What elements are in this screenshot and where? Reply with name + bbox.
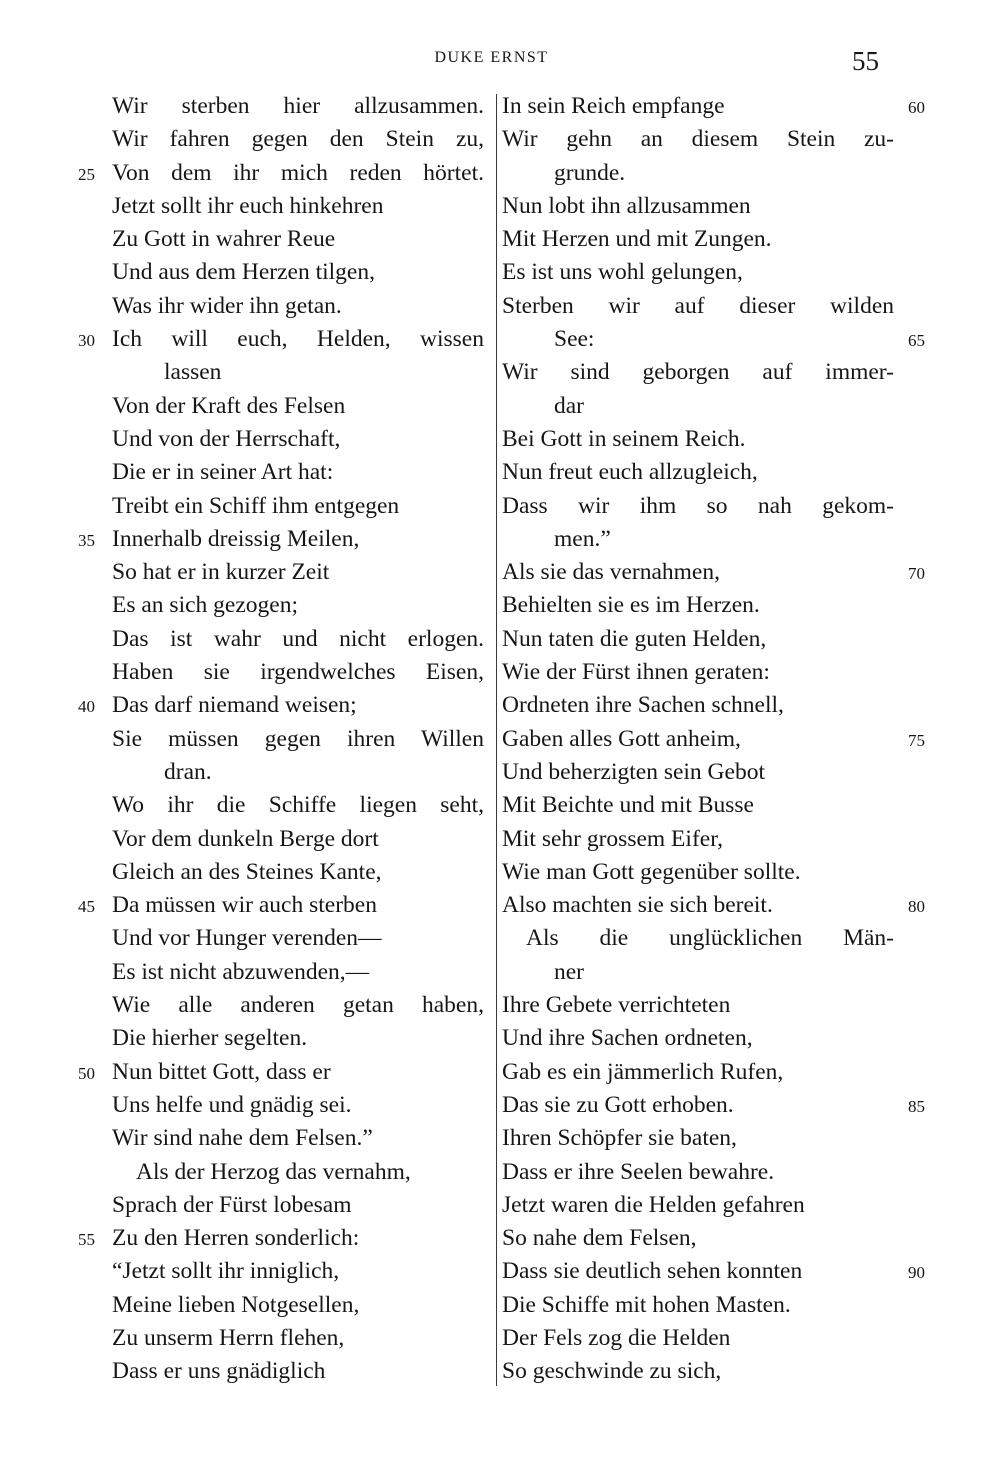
line-number: 60 <box>908 98 925 117</box>
verse-line <box>112 1189 484 1222</box>
verse-line <box>502 1322 894 1355</box>
verse-line <box>78 689 484 722</box>
line-number: 90 <box>908 1263 925 1283</box>
verse-line <box>502 157 894 190</box>
line-number: 40 <box>78 697 95 717</box>
verse-text: Mit Beichte und mit Busse <box>502 792 754 819</box>
verse-text: Dass sie deutlich sehen konnten <box>502 1258 803 1285</box>
verse-line <box>112 922 484 955</box>
verse-line <box>502 523 894 556</box>
verse-line <box>502 290 894 323</box>
verse-line <box>502 1156 894 1189</box>
verse-line <box>502 323 925 356</box>
verse-text: Nun bittet Gott, dass er <box>112 1058 331 1085</box>
page-number: 55 <box>852 46 879 76</box>
verse-line <box>502 823 894 856</box>
verse-text: dar <box>554 392 585 419</box>
verse-text: Die er in seiner Art hat: <box>112 459 334 486</box>
verse-line <box>112 823 484 856</box>
verse-text: Was ihr wider ihn getan. <box>112 292 342 319</box>
verse-line <box>112 1122 484 1155</box>
verse-line <box>78 523 484 556</box>
verse-text: So nahe dem Felsen, <box>502 1225 697 1252</box>
verse-text: Und vor Hunger verenden— <box>112 925 382 952</box>
verse-text: Und von der Herrschaft, <box>112 425 341 452</box>
verse-text: Das darf niemand weisen; <box>112 692 357 719</box>
verse-text: Mit sehr grossem Eifer, <box>502 825 723 852</box>
verse-line <box>112 1322 484 1355</box>
verse-line <box>112 789 484 822</box>
verse-line <box>502 1189 894 1222</box>
verse-line <box>502 589 894 622</box>
left-column <box>78 90 484 1389</box>
verse-line <box>502 989 894 1022</box>
verse-text: Die Schiffe mit hohen Masten. <box>502 1291 791 1318</box>
verse-line <box>112 390 484 423</box>
verse-text: Dass wir ihm so nah gekom- <box>502 492 894 519</box>
verse-text: Wo ihr die Schiffe liegen seht, <box>112 792 484 819</box>
verse-text: Wir sind nahe dem Felsen.” <box>112 1125 373 1152</box>
verse-line <box>112 1289 484 1322</box>
verse-line <box>502 1022 894 1055</box>
verse-text: Ihren Schöpfer sie baten, <box>502 1125 737 1152</box>
verse-text: Es an sich gezogen; <box>112 592 298 619</box>
verse-line <box>502 789 894 822</box>
verse-line <box>112 256 484 289</box>
verse-line <box>502 889 925 922</box>
line-number: 75 <box>908 730 925 750</box>
verse-line <box>112 956 484 989</box>
verse-line <box>502 490 894 523</box>
verse-text: Jetzt waren die Helden gefahren <box>502 1191 805 1218</box>
verse-text: Wie man Gott gegenüber sollte. <box>502 858 801 885</box>
verse-text: Gab es ein jämmerlich Rufen, <box>502 1058 784 1085</box>
verse-line <box>112 123 484 156</box>
verse-text: See: <box>554 326 595 353</box>
verse-text: Und beherzigten sein Gebot <box>502 758 765 785</box>
verse-text: Sie müssen gegen ihren Willen <box>112 725 484 752</box>
verse-text: Innerhalb dreissig Meilen, <box>112 525 360 552</box>
verse-text: Da müssen wir auch sterben <box>112 892 377 919</box>
verse-line <box>502 423 894 456</box>
verse-line <box>112 1355 484 1388</box>
line-number: 65 <box>908 331 925 351</box>
verse-text: ner <box>554 958 585 985</box>
verse-text: Die hierher segelten. <box>112 1025 308 1052</box>
running-header: DUKE ERNST <box>434 49 549 66</box>
verse-line <box>502 956 894 989</box>
verse-line <box>112 1022 484 1055</box>
verse-line <box>112 756 484 789</box>
verse-line <box>78 157 484 190</box>
verse-text: Wir sind geborgen auf immer- <box>502 359 894 386</box>
verse-line <box>78 323 484 356</box>
verse-text: Nun freut euch allzugleich, <box>502 459 758 486</box>
verse-text: Es ist nicht abzuwenden,— <box>112 958 370 985</box>
verse-text: Wir fahren gegen den Stein zu, <box>112 126 484 153</box>
verse-text: Zu den Herren sonderlich: <box>112 1225 360 1252</box>
verse-line <box>502 456 894 489</box>
verse-text: Zu unserm Herrn flehen, <box>112 1324 345 1351</box>
verse-line <box>502 1089 925 1122</box>
verse-line <box>502 922 894 955</box>
line-number: 80 <box>908 897 925 917</box>
verse-text: lassen <box>164 359 222 386</box>
verse-text: dran. <box>164 758 212 785</box>
verse-text: Von der Kraft des Felsen <box>112 392 346 419</box>
verse-line <box>112 190 484 223</box>
line-number: 55 <box>78 1230 95 1250</box>
verse-text: Ordneten ihre Sachen schnell, <box>502 692 784 719</box>
verse-text: Es ist uns wohl gelungen, <box>502 259 743 286</box>
verse-line <box>112 556 484 589</box>
verse-line <box>502 123 894 156</box>
verse-line <box>502 1122 894 1155</box>
column-rule <box>496 94 497 1386</box>
verse-text: Als sie das vernahmen, <box>502 559 720 586</box>
verse-line <box>112 856 484 889</box>
line-number: 70 <box>908 564 925 584</box>
verse-text: men.” <box>554 525 611 552</box>
verse-line <box>78 889 484 922</box>
verse-text: Behielten sie es im Herzen. <box>502 592 760 619</box>
verse-text: Haben sie irgendwelches Eisen, <box>112 659 484 686</box>
verse-line <box>112 1089 484 1122</box>
verse-text: Als der Herzog das vernahm, <box>136 1158 411 1185</box>
verse-line <box>502 256 894 289</box>
verse-text: Uns helfe und gnädig sei. <box>112 1091 352 1118</box>
verse-text: Also machten sie sich bereit. <box>502 892 773 919</box>
verse-text: Wie der Fürst ihnen geraten: <box>502 659 770 686</box>
verse-line <box>502 1056 894 1089</box>
verse-line <box>502 623 894 656</box>
verse-text: So hat er in kurzer Zeit <box>112 559 330 586</box>
verse-line <box>112 723 484 756</box>
verse-text: Dass er uns gnädiglich <box>112 1358 326 1385</box>
verse-text: Nun taten die guten Helden, <box>502 625 767 652</box>
verse-text: Zu Gott in wahrer Reue <box>112 226 336 253</box>
verse-text: Als die unglücklichen Män- <box>526 925 894 952</box>
verse-text: Bei Gott in seinem Reich. <box>502 425 746 452</box>
verse-line <box>112 356 484 389</box>
verse-text: Dass er ihre Seelen bewahre. <box>502 1158 775 1185</box>
verse-text: Meine lieben Notgesellen, <box>112 1291 360 1318</box>
verse-line <box>112 290 484 323</box>
verse-text: “Jetzt sollt ihr inniglich, <box>112 1258 340 1285</box>
verse-line <box>78 1222 484 1255</box>
verse-line <box>112 423 484 456</box>
verse-line <box>502 1255 925 1288</box>
verse-line <box>112 623 484 656</box>
verse-text: Das sie zu Gott erhoben. <box>502 1091 734 1118</box>
verse-line <box>502 90 925 123</box>
verse-line <box>502 556 925 589</box>
verse-text: Das ist wahr und nicht erlogen. <box>112 625 484 652</box>
verse-line <box>112 989 484 1022</box>
verse-line <box>112 90 484 123</box>
verse-line <box>502 689 894 722</box>
verse-text: Von dem ihr mich reden hörtet. <box>112 159 484 186</box>
verse-line <box>502 1355 894 1388</box>
verse-line <box>112 1255 484 1288</box>
line-number: 35 <box>78 530 95 550</box>
verse-line <box>112 1156 484 1189</box>
verse-line <box>502 756 894 789</box>
verse-line <box>502 723 925 756</box>
verse-line <box>502 190 894 223</box>
verse-text: Nun lobt ihn allzusammen <box>502 192 751 219</box>
verse-line <box>502 223 894 256</box>
verse-line <box>502 1289 894 1322</box>
line-number: 25 <box>78 164 95 184</box>
verse-line <box>78 1056 484 1089</box>
line-number: 50 <box>78 1063 95 1083</box>
verse-line <box>502 1222 894 1255</box>
line-number: 30 <box>78 331 95 351</box>
verse-text: Wir gehn an diesem Stein zu- <box>502 126 894 153</box>
verse-text: Sprach der Fürst lobesam <box>112 1191 352 1218</box>
verse-line <box>112 456 484 489</box>
verse-text: So geschwinde zu sich, <box>502 1358 722 1385</box>
verse-text: Ihre Gebete verrichteten <box>502 992 731 1019</box>
verse-line <box>112 656 484 689</box>
verse-text: In sein Reich empfange <box>502 93 725 119</box>
verse-line <box>112 589 484 622</box>
verse-text: Gaben alles Gott anheim, <box>502 725 741 752</box>
verse-text: Sterben wir auf dieser wilden <box>502 292 894 319</box>
verse-line <box>502 390 894 423</box>
verse-line <box>502 856 894 889</box>
line-number: 85 <box>908 1096 925 1116</box>
right-column <box>502 90 925 1389</box>
line-number: 45 <box>78 897 95 917</box>
verse-line <box>112 490 484 523</box>
verse-text: Wie alle anderen getan haben, <box>112 992 484 1019</box>
verse-text: Jetzt sollt ihr euch hinkehren <box>112 192 384 219</box>
verse-text: Treibt ein Schiff ihm entgegen <box>112 492 400 519</box>
verse-text: Der Fels zog die Helden <box>502 1324 731 1351</box>
verse-text: Ich will euch, Helden, wissen <box>112 326 484 353</box>
verse-text: Gleich an des Steines Kante, <box>112 858 382 885</box>
verse-line <box>112 223 484 256</box>
verse-text: Und ihre Sachen ordneten, <box>502 1025 753 1052</box>
verse-text: grunde. <box>554 159 626 186</box>
verse-text: Wir sterben hier allzusammen. <box>112 93 484 119</box>
verse-text: Mit Herzen und mit Zungen. <box>502 226 772 253</box>
verse-line <box>502 656 894 689</box>
verse-text: Und aus dem Herzen tilgen, <box>112 259 375 286</box>
verse-line <box>502 356 894 389</box>
verse-text: Vor dem dunkeln Berge dort <box>112 825 379 852</box>
